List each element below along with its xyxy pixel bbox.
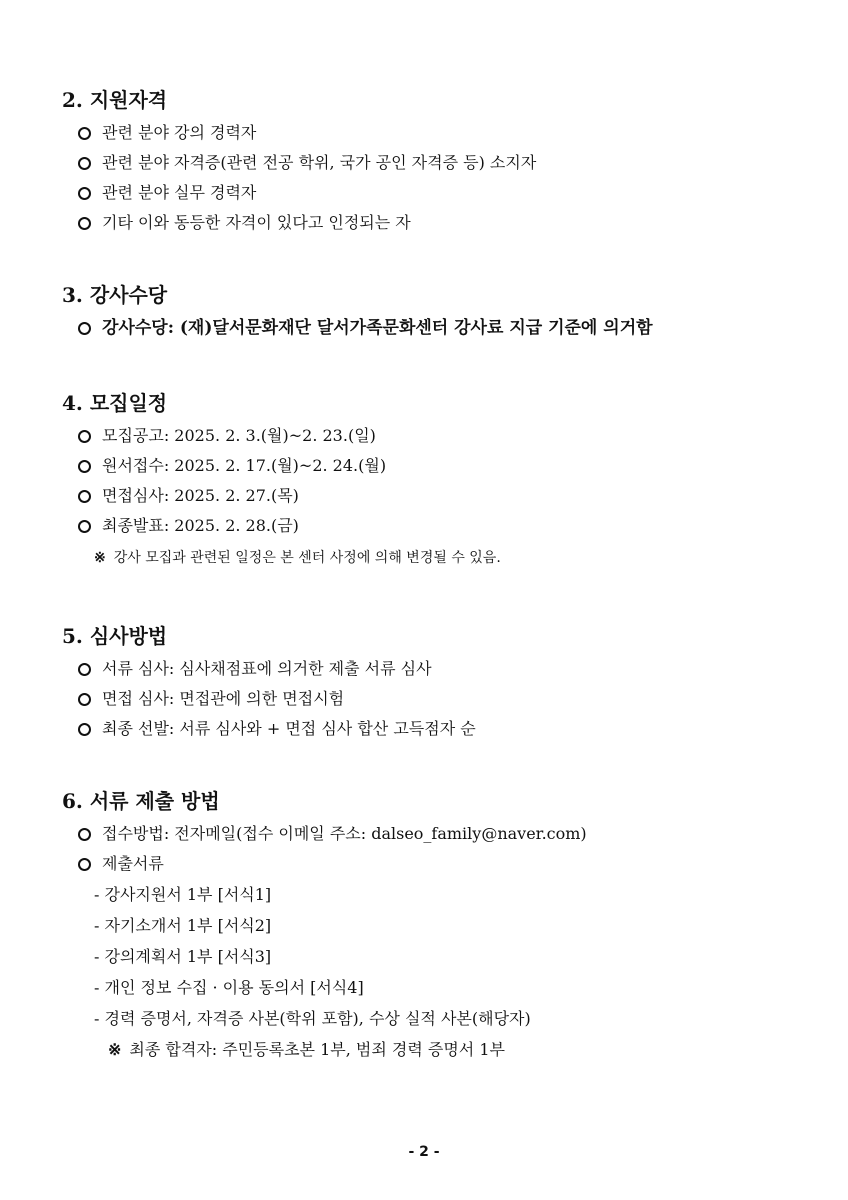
list-item: [62, 178, 802, 208]
document-list-item: - 강사지원서 1부 [서식1]: [94, 885, 272, 904]
section-screening: [62, 622, 802, 744]
note-text: 최종 합격자: 주민등록초본 1부, 범죄 경력 증명서 1부: [129, 1040, 505, 1059]
list-item-text: 면접심사: 2025. 2. 27.(목): [102, 486, 299, 505]
list-item-text: 관련 분야 자격증(관련 전공 학위, 국가 공인 자격증 등) 소지자: [102, 153, 537, 172]
circle-bullet-icon: [78, 322, 91, 335]
section-submission: [62, 787, 802, 1065]
circle-bullet-icon: [78, 723, 91, 736]
document-list-item: - 개인 정보 수집 · 이용 동의서 [서식4]: [94, 978, 364, 997]
circle-bullet-icon: [78, 520, 91, 533]
list-item-text: 최종 선발: 서류 심사와 + 면접 심사 합산 고득점자 순: [102, 719, 476, 738]
list-item-text: 면접 심사: 면접관에 의한 면접시험: [102, 689, 345, 708]
section-eligibility: [62, 86, 802, 238]
section-instructor-pay: [62, 281, 802, 343]
page-number: - 2 -: [408, 1144, 440, 1160]
list-item: [62, 118, 802, 148]
circle-bullet-icon: [78, 127, 91, 140]
list-item: [62, 511, 802, 541]
section-title: 2. 지원자격: [62, 88, 168, 112]
document-list-item: - 경력 증명서, 자격증 사본(학위 포함), 수상 실적 사본(해당자): [94, 1009, 531, 1028]
list-item-text: 관련 분야 실무 경력자: [102, 183, 257, 202]
circle-bullet-icon: [78, 217, 91, 230]
list-item-text: 서류 심사: 심사채점표에 의거한 제출 서류 심사: [102, 659, 432, 678]
section-title: 5. 심사방법: [62, 624, 168, 648]
list-item-text: 최종발표: 2025. 2. 28.(금): [102, 516, 299, 535]
list-item-text: 원서접수: 2025. 2. 17.(월)~2. 24.(월): [102, 456, 387, 475]
document-list-item: - 자기소개서 1부 [서식2]: [94, 916, 272, 935]
circle-bullet-icon: [78, 490, 91, 503]
list-item: [62, 421, 802, 451]
list-item-text: 제출서류: [102, 854, 164, 873]
list-item: [62, 849, 802, 879]
note-mark: ※: [108, 1040, 122, 1059]
circle-bullet-icon: [78, 828, 91, 841]
section-schedule: [62, 389, 802, 575]
circle-bullet-icon: [78, 430, 91, 443]
list-item-text: 모집공고: 2025. 2. 3.(월)~2. 23.(일): [102, 426, 376, 445]
list-item-text: 기타 이와 동등한 자격이 있다고 인정되는 자: [102, 213, 411, 232]
list-item: [62, 148, 802, 178]
list-item: [62, 481, 802, 511]
circle-bullet-icon: [78, 858, 91, 871]
list-item: [62, 714, 802, 744]
list-item: [62, 654, 802, 684]
list-item: [62, 451, 802, 481]
document-list-item: - 강의계획서 1부 [서식3]: [94, 947, 272, 966]
section-title: 4. 모집일정: [62, 391, 168, 415]
circle-bullet-icon: [78, 157, 91, 170]
list-item-text: 접수방법: 전자메일(접수 이메일 주소: dalseo_family@naver.com): [102, 824, 587, 843]
list-item-text: 관련 분야 강의 경력자: [102, 123, 257, 142]
note-mark: ※: [94, 550, 106, 566]
circle-bullet-icon: [78, 663, 91, 676]
list-item: [62, 684, 802, 714]
list-item-text: 강사수당: (재)달서문화재단 달서가족문화센터 강사료 지급 기준에 의거함: [102, 318, 653, 338]
circle-bullet-icon: [78, 460, 91, 473]
section-title: 3. 강사수당: [62, 283, 168, 307]
schedule-note: [62, 541, 802, 575]
circle-bullet-icon: [78, 187, 91, 200]
section-title: 6. 서류 제출 방법: [62, 789, 220, 813]
list-item: [62, 819, 802, 849]
note-text: 강사 모집과 관련된 일정은 본 센터 사정에 의해 변경될 수 있음.: [113, 550, 501, 566]
finalist-note: [62, 1034, 802, 1065]
list-item: [62, 208, 802, 238]
list-item: [62, 313, 802, 343]
circle-bullet-icon: [78, 693, 91, 706]
